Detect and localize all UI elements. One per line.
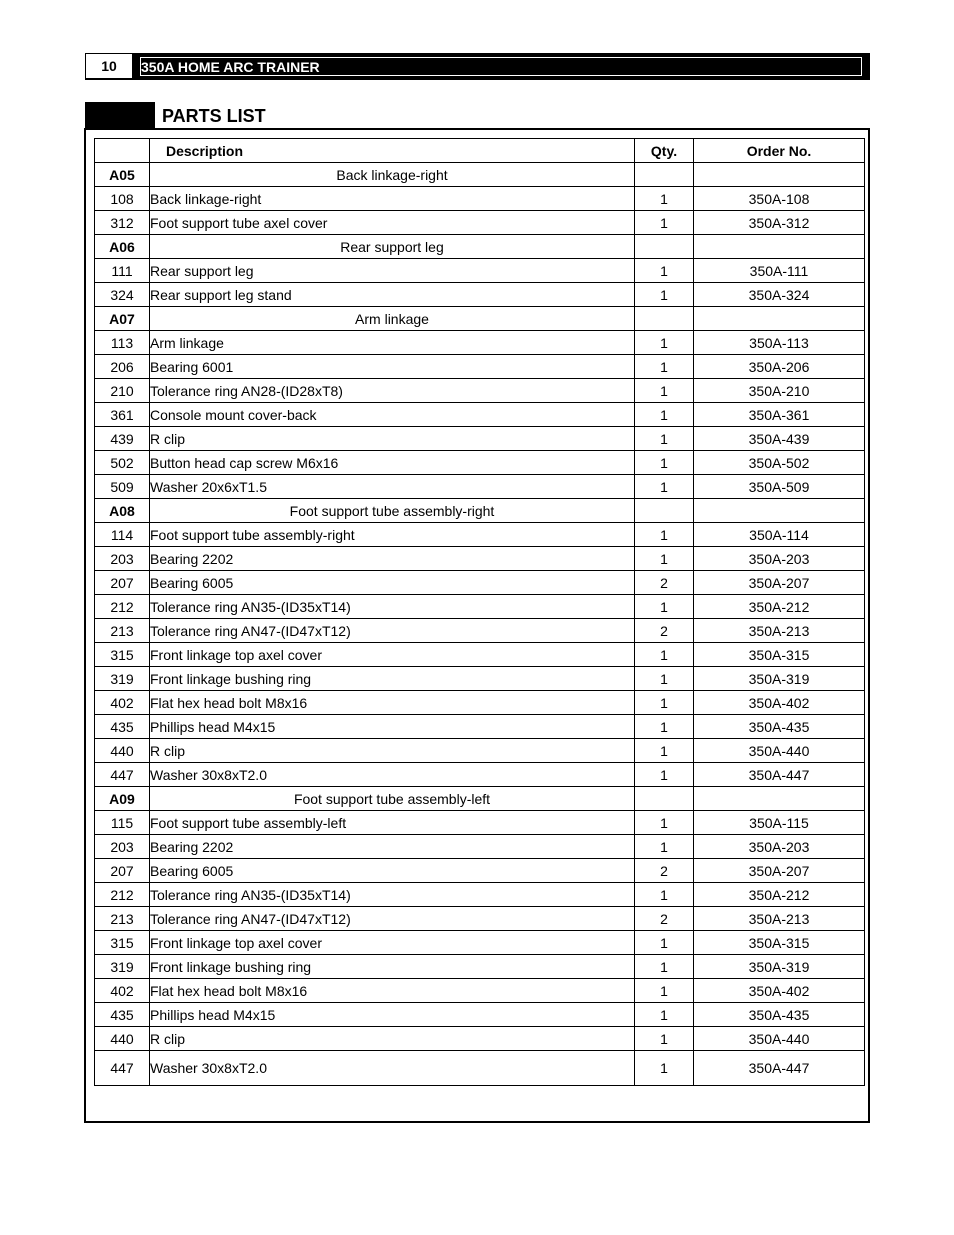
- group-qty-empty: [635, 499, 694, 523]
- part-number: 447: [95, 1051, 150, 1086]
- table-row: [95, 931, 865, 955]
- part-qty: 1: [635, 211, 694, 235]
- group-qty-empty: [635, 235, 694, 259]
- table-row: [95, 571, 865, 595]
- part-description: Tolerance ring AN35-(ID35xT14): [150, 595, 635, 619]
- table-row: [95, 1051, 865, 1086]
- column-header-order-no: Order No.: [694, 139, 865, 163]
- part-qty: 1: [635, 979, 694, 1003]
- part-number: 207: [95, 859, 150, 883]
- part-description: Bearing 2202: [150, 835, 635, 859]
- part-number: 203: [95, 835, 150, 859]
- part-description: Front linkage top axel cover: [150, 931, 635, 955]
- part-description: Flat hex head bolt M8x16: [150, 979, 635, 1003]
- part-description: R clip: [150, 427, 635, 451]
- part-description: Tolerance ring AN28-(ID28xT8): [150, 379, 635, 403]
- part-order-no: 350A-203: [694, 835, 865, 859]
- group-row: [95, 499, 865, 523]
- part-qty: 1: [635, 739, 694, 763]
- part-description: Washer 30x8xT2.0: [150, 763, 635, 787]
- part-qty: 1: [635, 1027, 694, 1051]
- group-order-empty: [694, 163, 865, 187]
- section-heading: [85, 102, 870, 129]
- group-qty-empty: [635, 163, 694, 187]
- part-description: Phillips head M4x15: [150, 715, 635, 739]
- part-number: 324: [95, 283, 150, 307]
- part-description: R clip: [150, 739, 635, 763]
- group-id: A09: [95, 787, 150, 811]
- part-qty: 1: [635, 475, 694, 499]
- part-order-no: 350A-114: [694, 523, 865, 547]
- section-title: PARTS LIST: [162, 106, 266, 126]
- part-description: Foot support tube assembly-right: [150, 523, 635, 547]
- part-number: 114: [95, 523, 150, 547]
- part-number: 361: [95, 403, 150, 427]
- table-row: [95, 595, 865, 619]
- group-id: A06: [95, 235, 150, 259]
- part-order-no: 350A-207: [694, 571, 865, 595]
- part-description: Washer 20x6xT1.5: [150, 475, 635, 499]
- part-description: Button head cap screw M6x16: [150, 451, 635, 475]
- part-order-no: 350A-212: [694, 595, 865, 619]
- part-number: 213: [95, 619, 150, 643]
- table-row: [95, 619, 865, 643]
- part-qty: 2: [635, 859, 694, 883]
- part-qty: 2: [635, 619, 694, 643]
- group-qty-empty: [635, 307, 694, 331]
- part-description: Foot support tube axel cover: [150, 211, 635, 235]
- part-order-no: 350A-206: [694, 355, 865, 379]
- part-description: Flat hex head bolt M8x16: [150, 691, 635, 715]
- table-row: [95, 763, 865, 787]
- part-qty: 1: [635, 835, 694, 859]
- part-number: 312: [95, 211, 150, 235]
- part-qty: 1: [635, 283, 694, 307]
- group-order-empty: [694, 235, 865, 259]
- part-description: Bearing 6005: [150, 571, 635, 595]
- part-number: 212: [95, 595, 150, 619]
- part-order-no: 350A-108: [694, 187, 865, 211]
- group-name: Rear support leg: [150, 235, 635, 259]
- part-order-no: 350A-447: [694, 763, 865, 787]
- part-number: 319: [95, 667, 150, 691]
- part-order-no: 350A-315: [694, 931, 865, 955]
- table-row: [95, 379, 865, 403]
- group-id: A07: [95, 307, 150, 331]
- part-description: Front linkage top axel cover: [150, 643, 635, 667]
- part-qty: 1: [635, 931, 694, 955]
- table-row: [95, 475, 865, 499]
- part-number: 315: [95, 643, 150, 667]
- part-order-no: 350A-213: [694, 619, 865, 643]
- part-order-no: 350A-509: [694, 475, 865, 499]
- group-order-empty: [694, 307, 865, 331]
- part-order-no: 350A-210: [694, 379, 865, 403]
- part-description: Arm linkage: [150, 331, 635, 355]
- part-number: 439: [95, 427, 150, 451]
- part-qty: 1: [635, 403, 694, 427]
- part-qty: 1: [635, 355, 694, 379]
- part-qty: 1: [635, 883, 694, 907]
- part-description: Washer 30x8xT2.0: [150, 1051, 635, 1086]
- table-row: [95, 643, 865, 667]
- part-qty: 1: [635, 955, 694, 979]
- table-row: [95, 667, 865, 691]
- table-row: [95, 547, 865, 571]
- section-marker: [85, 102, 155, 129]
- part-number: 210: [95, 379, 150, 403]
- table-row: [95, 283, 865, 307]
- part-number: 115: [95, 811, 150, 835]
- part-number: 212: [95, 883, 150, 907]
- part-qty: 1: [635, 523, 694, 547]
- part-qty: 1: [635, 1051, 694, 1086]
- part-qty: 1: [635, 763, 694, 787]
- table-row: [95, 979, 865, 1003]
- part-description: Console mount cover-back: [150, 403, 635, 427]
- table-row: [95, 907, 865, 931]
- part-order-no: 350A-324: [694, 283, 865, 307]
- part-qty: 1: [635, 331, 694, 355]
- part-qty: 1: [635, 187, 694, 211]
- part-number: 435: [95, 715, 150, 739]
- group-row: [95, 163, 865, 187]
- part-qty: 1: [635, 667, 694, 691]
- table-row: [95, 811, 865, 835]
- group-order-empty: [694, 499, 865, 523]
- part-description: R clip: [150, 1027, 635, 1051]
- part-qty: 2: [635, 571, 694, 595]
- part-order-no: 350A-115: [694, 811, 865, 835]
- table-row: [95, 739, 865, 763]
- part-number: 207: [95, 571, 150, 595]
- table-row: [95, 1003, 865, 1027]
- part-order-no: 350A-319: [694, 667, 865, 691]
- part-number: 402: [95, 979, 150, 1003]
- table-row: [95, 691, 865, 715]
- part-order-no: 350A-203: [694, 547, 865, 571]
- part-order-no: 350A-439: [694, 427, 865, 451]
- part-order-no: 350A-447: [694, 1051, 865, 1086]
- part-description: Tolerance ring AN47-(ID47xT12): [150, 907, 635, 931]
- part-description: Foot support tube assembly-left: [150, 811, 635, 835]
- group-id: A05: [95, 163, 150, 187]
- table-row: [95, 451, 865, 475]
- part-qty: 1: [635, 691, 694, 715]
- part-order-no: 350A-435: [694, 1003, 865, 1027]
- part-number: 402: [95, 691, 150, 715]
- group-order-empty: [694, 787, 865, 811]
- part-order-no: 350A-213: [694, 907, 865, 931]
- part-order-no: 350A-312: [694, 211, 865, 235]
- part-qty: 2: [635, 907, 694, 931]
- group-name: Foot support tube assembly-left: [150, 787, 635, 811]
- column-header-number: [95, 139, 150, 163]
- part-description: Tolerance ring AN47-(ID47xT12): [150, 619, 635, 643]
- part-description: Phillips head M4x15: [150, 1003, 635, 1027]
- part-qty: 1: [635, 595, 694, 619]
- table-row: [95, 883, 865, 907]
- part-number: 447: [95, 763, 150, 787]
- part-description: Rear support leg: [150, 259, 635, 283]
- part-order-no: 350A-440: [694, 1027, 865, 1051]
- part-order-no: 350A-402: [694, 691, 865, 715]
- header-rule: [85, 79, 870, 80]
- part-qty: 1: [635, 811, 694, 835]
- part-description: Tolerance ring AN35-(ID35xT14): [150, 883, 635, 907]
- part-number: 315: [95, 931, 150, 955]
- part-order-no: 350A-361: [694, 403, 865, 427]
- part-order-no: 350A-435: [694, 715, 865, 739]
- table-row: [95, 403, 865, 427]
- document-title: 350A HOME ARC TRAINER: [140, 57, 862, 76]
- part-order-no: 350A-440: [694, 739, 865, 763]
- group-row: [95, 787, 865, 811]
- part-order-no: 350A-315: [694, 643, 865, 667]
- table-row: [95, 523, 865, 547]
- table-row: [95, 835, 865, 859]
- part-qty: 1: [635, 451, 694, 475]
- table-row: [95, 187, 865, 211]
- part-qty: 1: [635, 259, 694, 283]
- table-row: [95, 1027, 865, 1051]
- part-number: 113: [95, 331, 150, 355]
- part-description: Bearing 6005: [150, 859, 635, 883]
- part-order-no: 350A-319: [694, 955, 865, 979]
- table-row: [95, 259, 865, 283]
- group-name: Arm linkage: [150, 307, 635, 331]
- part-order-no: 350A-113: [694, 331, 865, 355]
- table-row: [95, 715, 865, 739]
- group-id: A08: [95, 499, 150, 523]
- part-number: 203: [95, 547, 150, 571]
- table-row: [95, 331, 865, 355]
- group-qty-empty: [635, 787, 694, 811]
- part-description: Bearing 2202: [150, 547, 635, 571]
- part-description: Bearing 6001: [150, 355, 635, 379]
- part-number: 319: [95, 955, 150, 979]
- parts-table-body: [95, 163, 865, 1086]
- group-row: [95, 235, 865, 259]
- table-row: [95, 955, 865, 979]
- part-number: 108: [95, 187, 150, 211]
- group-name: Back linkage-right: [150, 163, 635, 187]
- table-row: [95, 355, 865, 379]
- parts-table: [94, 138, 865, 1086]
- table-row: [95, 211, 865, 235]
- page-header: [85, 53, 870, 80]
- part-number: 213: [95, 907, 150, 931]
- part-number: 440: [95, 1027, 150, 1051]
- column-header-description: Description: [150, 139, 635, 163]
- part-qty: 1: [635, 643, 694, 667]
- table-row: [95, 859, 865, 883]
- table-header-row: [95, 139, 865, 163]
- part-description: Front linkage bushing ring: [150, 955, 635, 979]
- part-qty: 1: [635, 547, 694, 571]
- group-name: Foot support tube assembly-right: [150, 499, 635, 523]
- part-description: Front linkage bushing ring: [150, 667, 635, 691]
- part-order-no: 350A-502: [694, 451, 865, 475]
- part-order-no: 350A-111: [694, 259, 865, 283]
- part-number: 502: [95, 451, 150, 475]
- part-qty: 1: [635, 427, 694, 451]
- part-order-no: 350A-402: [694, 979, 865, 1003]
- part-order-no: 350A-212: [694, 883, 865, 907]
- part-number: 440: [95, 739, 150, 763]
- part-number: 509: [95, 475, 150, 499]
- part-description: Rear support leg stand: [150, 283, 635, 307]
- table-row: [95, 427, 865, 451]
- group-row: [95, 307, 865, 331]
- part-number: 111: [95, 259, 150, 283]
- column-header-qty: Qty.: [635, 139, 694, 163]
- part-number: 206: [95, 355, 150, 379]
- part-order-no: 350A-207: [694, 859, 865, 883]
- part-description: Back linkage-right: [150, 187, 635, 211]
- part-qty: 1: [635, 715, 694, 739]
- page-number: 10: [86, 54, 132, 78]
- part-number: 435: [95, 1003, 150, 1027]
- part-qty: 1: [635, 379, 694, 403]
- part-qty: 1: [635, 1003, 694, 1027]
